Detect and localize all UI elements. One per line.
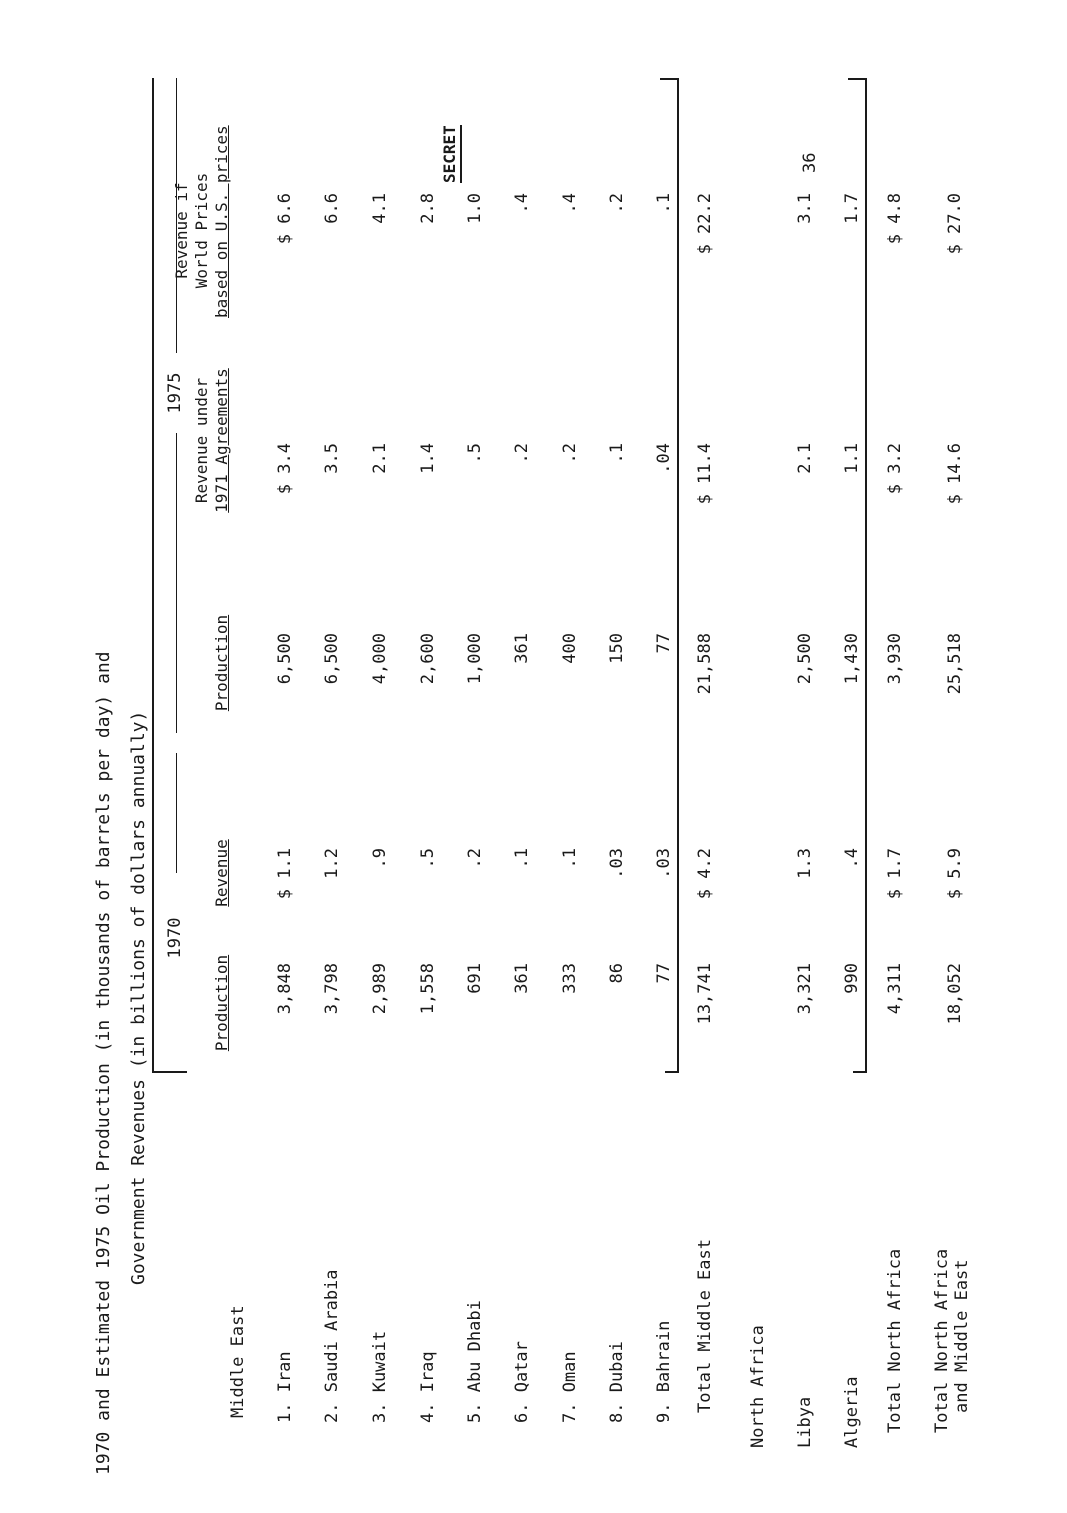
cell-revenue-1970: .2 xyxy=(465,848,485,869)
cell-revenue-world: $ 6.6 xyxy=(275,193,295,245)
cell-production-1970: 3,798 xyxy=(322,963,342,1015)
cell-production-1975: 21,588 xyxy=(695,633,715,695)
cell-production-1975: 150 xyxy=(607,633,627,664)
cell-revenue-world: 4.1 xyxy=(370,193,390,224)
cell-revenue-world: $ 22.2 xyxy=(695,193,715,255)
col-header-revenue-1971-line1: Revenue under xyxy=(192,377,211,504)
subtotal-bracket-right-me xyxy=(660,78,679,80)
cell-production-1975: 4,000 xyxy=(370,633,390,685)
cell-production-1970: 13,741 xyxy=(695,963,715,1025)
row-label: 3. Kuwait xyxy=(370,1330,390,1423)
cell-revenue-world: .1 xyxy=(654,193,674,214)
cell-production-1970: 2,989 xyxy=(370,963,390,1015)
cell-revenue-1971: .1 xyxy=(607,443,627,464)
row-label: Libya xyxy=(795,1396,815,1448)
row-label: 1. Iran xyxy=(275,1351,295,1423)
row-label: 5. Abu Dhabi xyxy=(465,1300,485,1423)
cell-production-1975: 1,430 xyxy=(842,633,862,685)
cell-production-1970: 86 xyxy=(607,963,627,984)
cell-production-1975: 2,500 xyxy=(795,633,815,685)
cell-revenue-world: 1.7 xyxy=(842,193,862,224)
cell-revenue-1971: 2.1 xyxy=(370,443,390,474)
classification-marking: SECRET xyxy=(440,125,462,183)
col-header-production-1970: Production xyxy=(212,954,231,1052)
cell-revenue-1971: .2 xyxy=(512,443,532,464)
cell-revenue-1971: $ 3.2 xyxy=(885,443,905,495)
row-label: 8. Dubai xyxy=(607,1341,627,1423)
row-label: 2. Saudi Arabia xyxy=(322,1269,342,1423)
cell-revenue-world: 1.0 xyxy=(465,193,485,224)
cell-revenue-1971: .2 xyxy=(560,443,580,464)
cell-revenue-1971: $ 3.4 xyxy=(275,443,295,495)
cell-production-1970: 333 xyxy=(560,963,580,994)
table-title-line1: 1970 and Estimated 1975 Oil Production (in thousands of barrels per day) and xyxy=(93,651,114,1475)
cell-revenue-world: 2.8 xyxy=(418,193,438,224)
cell-production-1975: 2,600 xyxy=(418,633,438,685)
cell-production-1970: 77 xyxy=(654,963,674,984)
cell-revenue-1970: .1 xyxy=(512,848,532,869)
cell-revenue-world: .4 xyxy=(512,193,532,214)
cell-revenue-1971: 3.5 xyxy=(322,443,342,474)
row-label: Algeria xyxy=(842,1376,862,1448)
cell-revenue-1971: 1.4 xyxy=(418,443,438,474)
cell-production-1970: 4,311 xyxy=(885,963,905,1015)
cell-revenue-world: .2 xyxy=(607,193,627,214)
cell-production-1970: 3,321 xyxy=(795,963,815,1015)
row-label: 4. Iraq xyxy=(418,1351,438,1423)
cell-production-1970: 990 xyxy=(842,963,862,994)
subtotal-rule-middle-east xyxy=(677,78,679,1073)
cell-production-1975: 25,518 xyxy=(945,633,965,695)
cell-production-1970: 3,848 xyxy=(275,963,295,1015)
header-left-bracket-1970 xyxy=(152,1071,187,1073)
col-header-revenue-world-line2: World Prices xyxy=(192,172,211,289)
cell-revenue-1971: $ 14.6 xyxy=(945,443,965,505)
row-label-grand-total-line2: and Middle East xyxy=(952,1259,972,1413)
cell-revenue-1970: .5 xyxy=(418,848,438,869)
cell-revenue-1970: $ 1.1 xyxy=(275,848,295,900)
cell-revenue-1970: .03 xyxy=(654,848,674,879)
cell-revenue-1970: $ 5.9 xyxy=(945,848,965,900)
cell-production-1970: 361 xyxy=(512,963,532,994)
cell-production-1970: 1,558 xyxy=(418,963,438,1015)
section-middle-east: Middle East xyxy=(228,1305,248,1418)
cell-revenue-1970: $ 1.7 xyxy=(885,848,905,900)
header-1970-span-line xyxy=(176,753,177,873)
col-header-revenue-1971-line2: 1971 Agreements xyxy=(212,368,231,513)
cell-production-1975: 77 xyxy=(654,633,674,654)
subtotal-rule-north-africa xyxy=(865,78,867,1073)
cell-revenue-1971: 1.1 xyxy=(842,443,862,474)
cell-revenue-world: $ 27.0 xyxy=(945,193,965,255)
cell-revenue-1971: 2.1 xyxy=(795,443,815,474)
cell-revenue-world: .4 xyxy=(560,193,580,214)
subtotal-bracket-left-me xyxy=(665,1071,679,1073)
header-year-1970: 1970 xyxy=(165,917,185,959)
page-number: 36 xyxy=(800,152,820,173)
cell-revenue-world: $ 4.8 xyxy=(885,193,905,245)
cell-production-1975: 3,930 xyxy=(885,633,905,685)
row-label: 9. Bahrain xyxy=(654,1320,674,1423)
col-header-production-1975: Production xyxy=(212,614,231,712)
header-1975-span-line-left xyxy=(176,433,177,733)
cell-revenue-1970: $ 4.2 xyxy=(695,848,715,900)
row-label-total: Total North Africa xyxy=(885,1248,905,1433)
col-header-revenue-world-line1: Revenue if xyxy=(172,182,191,279)
col-header-revenue-world-line3: based on U.S. prices xyxy=(212,125,231,318)
cell-production-1970: 691 xyxy=(465,963,485,994)
cell-production-1975: 361 xyxy=(512,633,532,664)
cell-revenue-1970: .4 xyxy=(842,848,862,869)
cell-revenue-1970: 1.3 xyxy=(795,848,815,879)
cell-revenue-1970: .1 xyxy=(560,848,580,869)
row-label-total: Total Middle East xyxy=(695,1239,715,1413)
cell-revenue-1970: .03 xyxy=(607,848,627,879)
subtotal-bracket-left-na xyxy=(853,1071,867,1073)
col-header-revenue-1970: Revenue xyxy=(212,839,231,907)
cell-production-1975: 400 xyxy=(560,633,580,664)
row-label: 6. Qatar xyxy=(512,1341,532,1423)
header-year-1975: 1975 xyxy=(165,372,185,414)
cell-revenue-1971: $ 11.4 xyxy=(695,443,715,505)
subtotal-bracket-right-na xyxy=(848,78,867,80)
section-north-africa: North Africa xyxy=(748,1325,768,1448)
header-top-rule xyxy=(152,78,154,1073)
cell-production-1975: 6,500 xyxy=(322,633,342,685)
cell-revenue-world: 6.6 xyxy=(322,193,342,224)
cell-revenue-world: 3.1 xyxy=(795,193,815,224)
cell-revenue-1970: .9 xyxy=(370,848,390,869)
cell-revenue-1971: .5 xyxy=(465,443,485,464)
table-title-line2: Government Revenues (in billions of dollars annually) xyxy=(128,710,149,1285)
cell-revenue-1970: 1.2 xyxy=(322,848,342,879)
row-label: 7. Oman xyxy=(560,1351,580,1423)
cell-production-1975: 1,000 xyxy=(465,633,485,685)
cell-revenue-1971: .04 xyxy=(654,443,674,474)
cell-production-1970: 18,052 xyxy=(945,963,965,1025)
row-label-grand-total-line1: Total North Africa xyxy=(932,1248,952,1433)
cell-production-1975: 6,500 xyxy=(275,633,295,685)
